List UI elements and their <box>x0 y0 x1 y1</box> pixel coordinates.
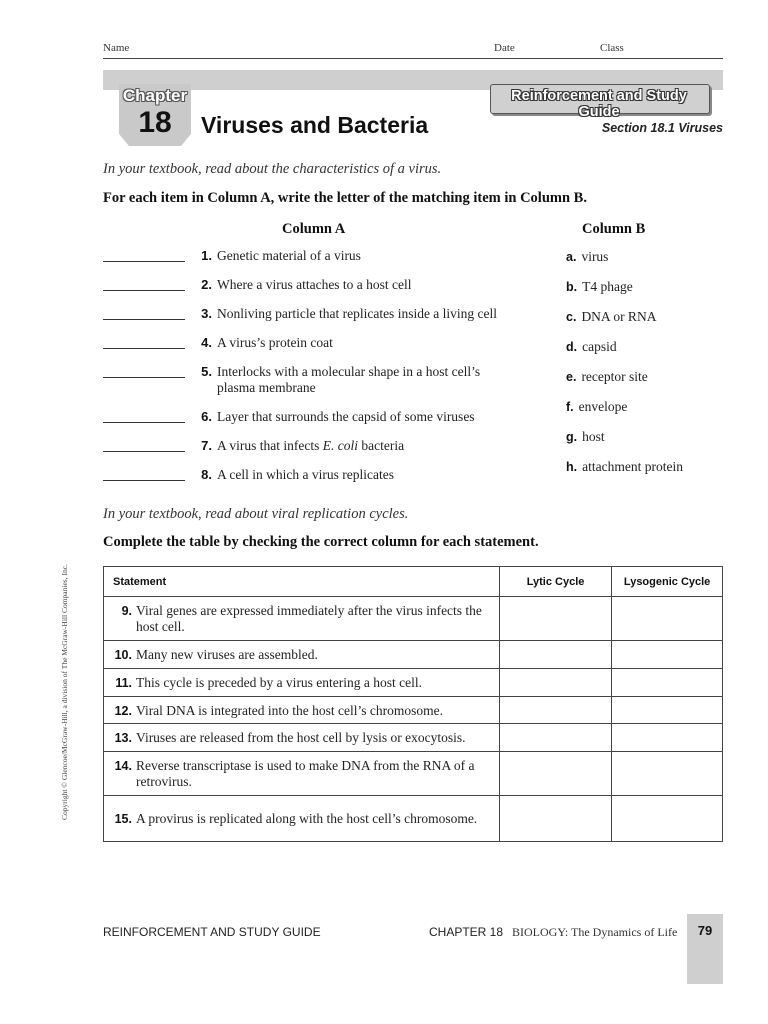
choice-text: T4 phage <box>582 279 633 294</box>
lytic-check-cell[interactable] <box>499 669 611 697</box>
row-number: 12. <box>114 703 132 718</box>
item-text: Where a virus attaches to a host cell <box>217 277 412 292</box>
statement-cell <box>104 724 500 752</box>
lytic-check-cell[interactable] <box>499 796 611 842</box>
choice-letter: a. <box>566 250 577 264</box>
column-a-heading: Column A <box>282 221 346 237</box>
column-b-item <box>566 279 633 295</box>
choice-text: attachment protein <box>582 459 683 474</box>
statement-cell <box>104 796 500 842</box>
lysogenic-check-cell[interactable] <box>612 597 723 641</box>
choice-letter: h. <box>566 460 578 474</box>
part2-instruction-bold: Complete the table by checking the correct column for each statement. <box>103 534 539 550</box>
section-label: Section 18.1 Viruses <box>601 121 723 135</box>
part1-instruction-italic: In your textbook, read about the characteristics of a virus. <box>103 161 442 177</box>
lytic-check-cell[interactable] <box>499 697 611 724</box>
chapter-title: Viruses and Bacteria <box>201 112 429 138</box>
item-text: A virus’s protein coat <box>217 335 333 350</box>
class-label: Class <box>600 42 624 54</box>
answer-blank-1[interactable] <box>103 261 185 262</box>
choice-text: capsid <box>582 339 617 354</box>
choice-text: envelope <box>578 399 628 414</box>
lysogenic-check-cell[interactable] <box>612 796 723 842</box>
item-number: 1. <box>201 248 212 263</box>
replication-cycle-table <box>103 566 723 842</box>
lytic-cycle-header: Lytic Cycle <box>499 567 611 597</box>
choice-letter: e. <box>566 370 577 384</box>
item-number: 3. <box>201 306 212 321</box>
statement-cell <box>104 669 500 697</box>
row-number: 13. <box>114 731 132 745</box>
column-b-item <box>566 369 648 385</box>
table-row <box>104 796 723 842</box>
table-row <box>104 724 723 752</box>
table-row <box>104 669 723 697</box>
statement-text: Viruses are released from the host cell by lysis or exocytosis. <box>136 730 466 745</box>
statement-text: This cycle is preceded by a virus entering a host cell. <box>136 675 423 690</box>
lysogenic-check-cell[interactable] <box>612 697 723 724</box>
table-header-row <box>104 567 723 597</box>
column-b-item <box>566 249 608 265</box>
statement-cell <box>104 697 500 724</box>
date-label: Date <box>494 42 515 54</box>
item-text: Genetic material of a virus <box>217 248 361 263</box>
item-text: Interlocks with a molecular shape in a host cell’s plasma membrane <box>217 364 481 395</box>
statement-header: Statement <box>104 567 500 597</box>
answer-blank-8[interactable] <box>103 480 185 481</box>
item-number: 7. <box>201 438 212 453</box>
choice-text: host <box>582 429 605 444</box>
part2-instruction-italic: In your textbook, read about viral replication cycles. <box>103 506 409 522</box>
item-text <box>217 438 527 454</box>
column-b-item <box>566 309 656 325</box>
choice-text: virus <box>581 249 609 264</box>
table-row <box>104 641 723 669</box>
row-number: 14. <box>114 759 132 773</box>
lytic-check-cell[interactable] <box>499 597 611 641</box>
chapter-number: 18 <box>138 106 172 139</box>
row-number: 15. <box>114 812 132 826</box>
chapter-word: Chapter <box>122 86 188 105</box>
row-number: 9. <box>121 604 132 618</box>
lysogenic-check-cell[interactable] <box>612 724 723 752</box>
item-number: 4. <box>201 335 212 350</box>
statement-text: A provirus is replicated along with the host cell’s chromosome. <box>136 811 478 826</box>
answer-blank-2[interactable] <box>103 290 185 291</box>
lytic-check-cell[interactable] <box>499 724 611 752</box>
answer-blank-7[interactable] <box>103 451 185 452</box>
answer-blank-6[interactable] <box>103 422 185 423</box>
statement-cell <box>104 597 500 641</box>
item-number: 8. <box>201 467 212 482</box>
lysogenic-cycle-header: Lysogenic Cycle <box>612 567 723 597</box>
answer-blank-5[interactable] <box>103 377 185 378</box>
lysogenic-check-cell[interactable] <box>612 641 723 669</box>
statement-cell <box>104 641 500 669</box>
item-text: A cell in which a virus replicates <box>217 467 394 482</box>
choice-letter: c. <box>566 310 577 324</box>
statement-text: Viral DNA is integrated into the host cell’s chromosome. <box>136 702 444 718</box>
column-b-heading: Column B <box>582 221 646 237</box>
row-number: 11. <box>115 676 132 690</box>
copyright-notice: Copyright © Glencoe/McGraw-Hill, a division of The McGraw-Hill Companies, Inc. <box>60 564 69 820</box>
column-b-item <box>566 399 627 415</box>
column-b-item <box>566 429 605 445</box>
lysogenic-check-cell[interactable] <box>612 752 723 796</box>
choice-text: receptor site <box>581 369 648 384</box>
table-row <box>104 697 723 724</box>
lytic-check-cell[interactable] <box>499 641 611 669</box>
answer-blank-4[interactable] <box>103 348 185 349</box>
item-number: 5. <box>201 364 212 379</box>
item-text: Nonliving particle that replicates inside a living cell <box>217 306 498 321</box>
statement-text: Viral genes are expressed immediately after the virus infects the host cell. <box>136 603 482 634</box>
choice-letter: b. <box>566 280 578 294</box>
footer-chapter: CHAPTER 18 <box>429 925 504 939</box>
footer-guide-label: REINFORCEMENT AND STUDY GUIDE <box>103 925 321 939</box>
table-row <box>104 597 723 641</box>
statement-text: Reverse transcriptase is used to make DNA from the RNA of a retrovirus. <box>136 758 475 789</box>
lytic-check-cell[interactable] <box>499 752 611 796</box>
item-number: 2. <box>201 277 212 292</box>
item-number: 6. <box>201 409 212 424</box>
page-number: 79 <box>697 923 713 938</box>
species-name: E. coli <box>322 438 358 453</box>
statement-cell <box>104 752 500 796</box>
header-rule <box>103 58 723 59</box>
choice-text: DNA or RNA <box>581 309 657 324</box>
choice-letter: d. <box>566 340 578 354</box>
name-label: Name <box>103 42 130 54</box>
table-row <box>104 752 723 796</box>
choice-letter: g. <box>566 430 578 444</box>
answer-blank-3[interactable] <box>103 319 185 320</box>
part1-instruction-bold: For each item in Column A, write the letter of the matching item in Column B. <box>103 190 587 206</box>
choice-letter: f. <box>566 400 574 414</box>
lysogenic-check-cell[interactable] <box>612 669 723 697</box>
item-text-part: A virus that infects <box>217 438 323 453</box>
row-number: 10. <box>114 648 132 662</box>
item-text-part: bacteria <box>357 438 405 453</box>
footer-book-title: BIOLOGY: The Dynamics of Life <box>512 925 678 939</box>
reinforcement-badge-label: Reinforcement and Study Guide <box>511 88 687 120</box>
column-b-item <box>566 459 683 475</box>
column-b-item <box>566 339 617 355</box>
item-text: Layer that surrounds the capsid of some viruses <box>217 409 475 424</box>
statement-text: Many new viruses are assembled. <box>136 647 318 662</box>
